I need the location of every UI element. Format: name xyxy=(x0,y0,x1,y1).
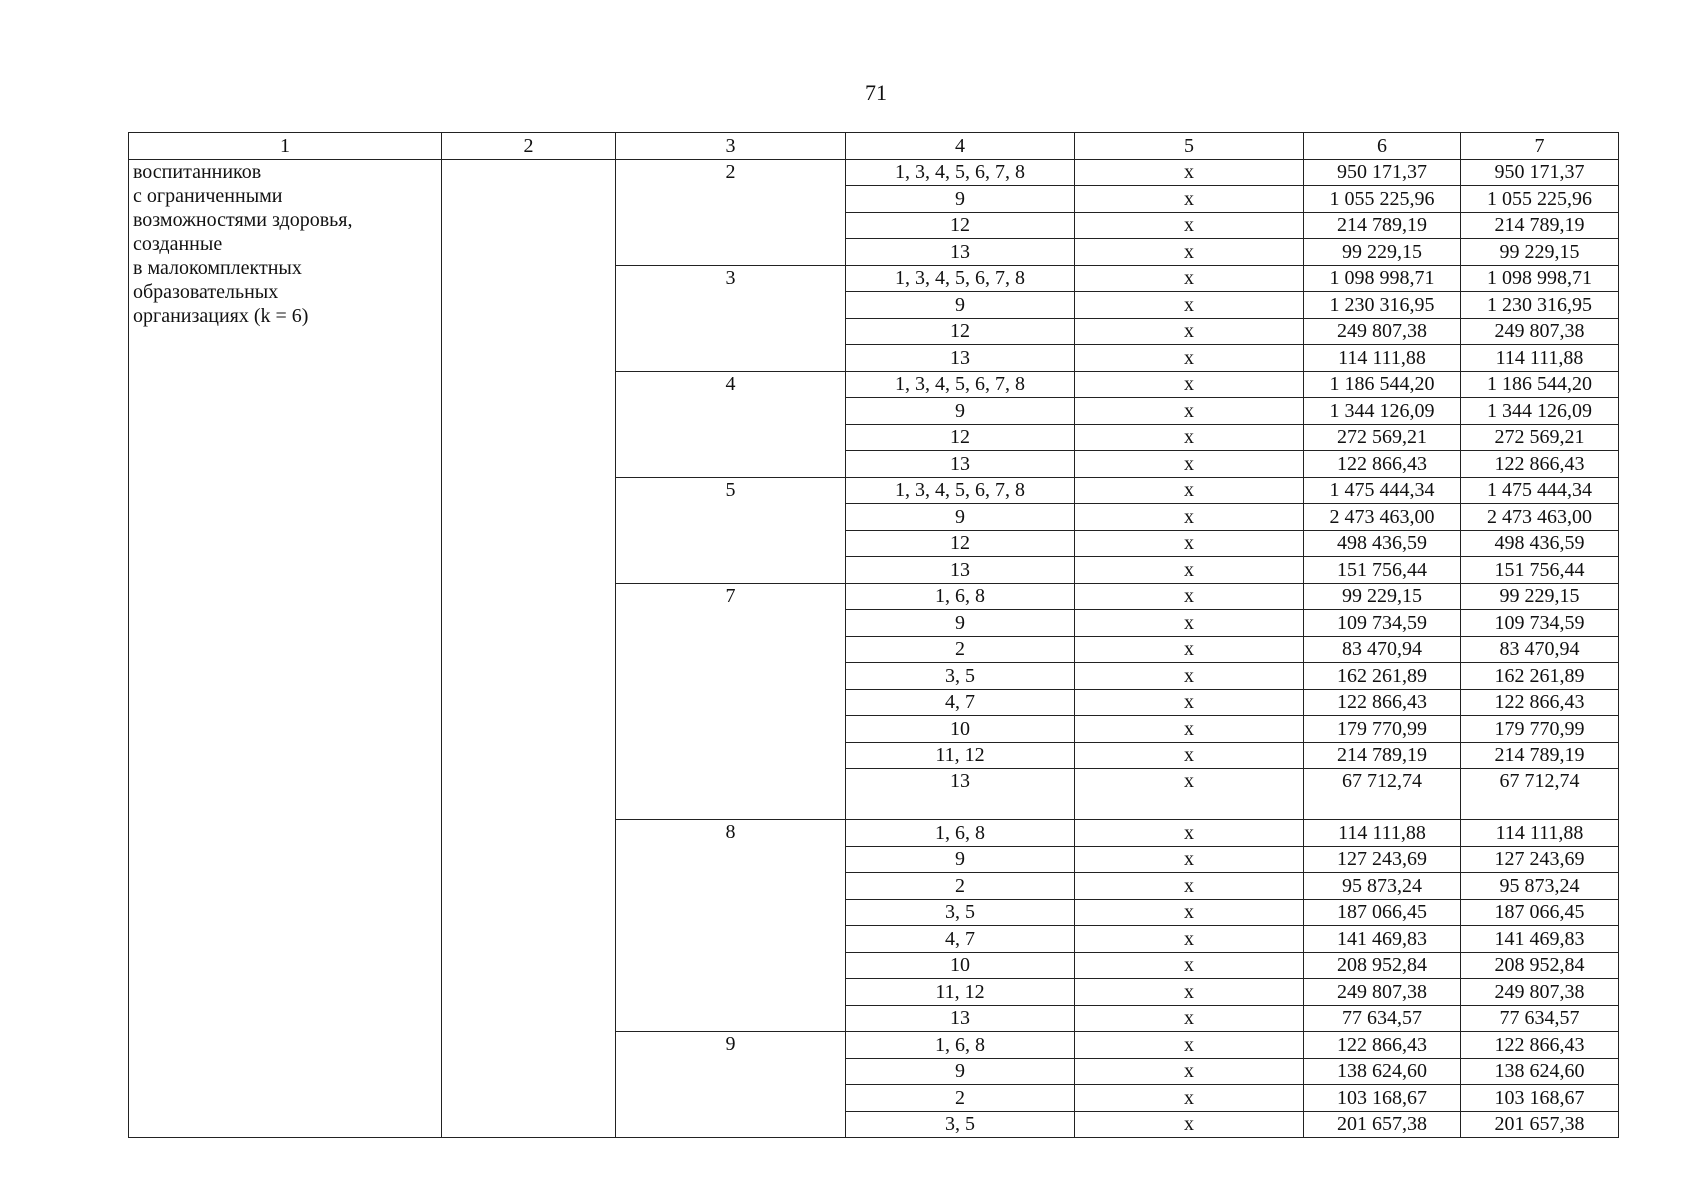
grades-cell: 13 xyxy=(846,239,1075,266)
value-cell: 67 712,74 xyxy=(1461,769,1619,820)
grades-cell: 3, 5 xyxy=(846,1111,1075,1138)
table-row xyxy=(129,159,1619,186)
value-cell: 95 873,24 xyxy=(1461,873,1619,900)
marker-cell: x xyxy=(1075,398,1304,425)
value-cell: 127 243,69 xyxy=(1304,846,1461,873)
marker-cell: x xyxy=(1075,265,1304,292)
header-cell: 7 xyxy=(1461,133,1619,160)
value-cell: 187 066,45 xyxy=(1304,899,1461,926)
category-line: воспитанников xyxy=(133,160,262,183)
value-cell: 208 952,84 xyxy=(1461,952,1619,979)
value-cell: 214 789,19 xyxy=(1461,742,1619,769)
value-cell: 179 770,99 xyxy=(1304,716,1461,743)
grades-cell: 1, 6, 8 xyxy=(846,1032,1075,1059)
header-row xyxy=(129,133,1619,160)
grades-cell: 13 xyxy=(846,1005,1075,1032)
grades-cell: 9 xyxy=(846,398,1075,425)
value-cell: 249 807,38 xyxy=(1304,979,1461,1006)
marker-cell: x xyxy=(1075,716,1304,743)
value-cell: 162 261,89 xyxy=(1461,663,1619,690)
group-cell: 7 xyxy=(616,583,846,820)
category-line: возможностями здоровья, xyxy=(133,208,353,231)
value-cell: 1 230 316,95 xyxy=(1304,292,1461,319)
header-cell: 6 xyxy=(1304,133,1461,160)
grades-cell: 1, 3, 4, 5, 6, 7, 8 xyxy=(846,371,1075,398)
value-cell: 122 866,43 xyxy=(1461,689,1619,716)
grades-cell: 9 xyxy=(846,1058,1075,1085)
value-cell: 122 866,43 xyxy=(1304,1032,1461,1059)
value-cell: 498 436,59 xyxy=(1304,530,1461,557)
value-cell: 1 055 225,96 xyxy=(1461,186,1619,213)
marker-cell: x xyxy=(1075,663,1304,690)
group-cell: 5 xyxy=(616,477,846,583)
grades-cell: 12 xyxy=(846,318,1075,345)
value-cell: 1 344 126,09 xyxy=(1461,398,1619,425)
value-cell: 2 473 463,00 xyxy=(1304,504,1461,531)
value-cell: 201 657,38 xyxy=(1461,1111,1619,1138)
value-cell: 141 469,83 xyxy=(1461,926,1619,953)
table-body xyxy=(129,159,1619,1138)
value-cell: 1 475 444,34 xyxy=(1461,477,1619,504)
grades-cell: 1, 3, 4, 5, 6, 7, 8 xyxy=(846,477,1075,504)
value-cell: 1 098 998,71 xyxy=(1304,265,1461,292)
grades-cell: 2 xyxy=(846,1085,1075,1112)
grades-cell: 9 xyxy=(846,292,1075,319)
value-cell: 249 807,38 xyxy=(1304,318,1461,345)
grades-cell: 1, 6, 8 xyxy=(846,820,1075,847)
grades-cell: 3, 5 xyxy=(846,663,1075,690)
value-cell: 114 111,88 xyxy=(1304,820,1461,847)
value-cell: 109 734,59 xyxy=(1304,610,1461,637)
value-cell: 1 098 998,71 xyxy=(1461,265,1619,292)
marker-cell: x xyxy=(1075,769,1304,820)
grades-cell: 12 xyxy=(846,530,1075,557)
grades-cell: 1, 3, 4, 5, 6, 7, 8 xyxy=(846,159,1075,186)
value-cell: 103 168,67 xyxy=(1461,1085,1619,1112)
header-cell: 1 xyxy=(129,133,442,160)
marker-cell: x xyxy=(1075,424,1304,451)
header-cell: 2 xyxy=(442,133,616,160)
grades-cell: 9 xyxy=(846,610,1075,637)
value-cell: 214 789,19 xyxy=(1461,212,1619,239)
category-line: организациях (k = 6) xyxy=(133,304,309,327)
grades-cell: 4, 7 xyxy=(846,689,1075,716)
grades-cell: 13 xyxy=(846,557,1075,584)
marker-cell: x xyxy=(1075,318,1304,345)
value-cell: 208 952,84 xyxy=(1304,952,1461,979)
value-cell: 201 657,38 xyxy=(1304,1111,1461,1138)
grades-cell: 12 xyxy=(846,212,1075,239)
marker-cell: x xyxy=(1075,186,1304,213)
grades-cell: 1, 3, 4, 5, 6, 7, 8 xyxy=(846,265,1075,292)
grades-cell: 12 xyxy=(846,424,1075,451)
marker-cell: x xyxy=(1075,159,1304,186)
header-cell: 4 xyxy=(846,133,1075,160)
group-cell: 9 xyxy=(616,1032,846,1138)
value-cell: 114 111,88 xyxy=(1304,345,1461,372)
marker-cell: x xyxy=(1075,979,1304,1006)
marker-cell: x xyxy=(1075,873,1304,900)
marker-cell: x xyxy=(1075,952,1304,979)
marker-cell: x xyxy=(1075,820,1304,847)
category-line: созданные xyxy=(133,232,223,255)
category-line: образовательных xyxy=(133,280,279,303)
group-cell: 8 xyxy=(616,820,846,1032)
value-cell: 109 734,59 xyxy=(1461,610,1619,637)
value-cell: 67 712,74 xyxy=(1304,769,1461,820)
marker-cell: x xyxy=(1075,1085,1304,1112)
value-cell: 77 634,57 xyxy=(1461,1005,1619,1032)
grades-cell: 13 xyxy=(846,451,1075,478)
grades-cell: 2 xyxy=(846,636,1075,663)
marker-cell: x xyxy=(1075,239,1304,266)
value-cell: 151 756,44 xyxy=(1461,557,1619,584)
value-cell: 1 475 444,34 xyxy=(1304,477,1461,504)
group-cell: 3 xyxy=(616,265,846,371)
value-cell: 83 470,94 xyxy=(1304,636,1461,663)
marker-cell: x xyxy=(1075,1111,1304,1138)
value-cell: 950 171,37 xyxy=(1304,159,1461,186)
value-cell: 498 436,59 xyxy=(1461,530,1619,557)
grades-cell: 4, 7 xyxy=(846,926,1075,953)
value-cell: 122 866,43 xyxy=(1304,451,1461,478)
category-line: в малокомплектных xyxy=(133,256,302,279)
grades-cell: 11, 12 xyxy=(846,979,1075,1006)
grades-cell: 10 xyxy=(846,952,1075,979)
grades-cell: 9 xyxy=(846,186,1075,213)
value-cell: 77 634,57 xyxy=(1304,1005,1461,1032)
marker-cell: x xyxy=(1075,477,1304,504)
marker-cell: x xyxy=(1075,1005,1304,1032)
grades-cell: 3, 5 xyxy=(846,899,1075,926)
value-cell: 214 789,19 xyxy=(1304,742,1461,769)
grades-cell: 9 xyxy=(846,846,1075,873)
value-cell: 103 168,67 xyxy=(1304,1085,1461,1112)
marker-cell: x xyxy=(1075,899,1304,926)
marker-cell: x xyxy=(1075,557,1304,584)
header-cell: 5 xyxy=(1075,133,1304,160)
value-cell: 138 624,60 xyxy=(1461,1058,1619,1085)
category-cell xyxy=(129,159,442,1138)
marker-cell: x xyxy=(1075,212,1304,239)
value-cell: 99 229,15 xyxy=(1461,239,1619,266)
value-cell: 83 470,94 xyxy=(1461,636,1619,663)
grades-cell: 10 xyxy=(846,716,1075,743)
value-cell: 1 186 544,20 xyxy=(1304,371,1461,398)
grades-cell: 2 xyxy=(846,873,1075,900)
marker-cell: x xyxy=(1075,689,1304,716)
marker-cell: x xyxy=(1075,504,1304,531)
value-cell: 151 756,44 xyxy=(1304,557,1461,584)
tariff-table xyxy=(128,132,1619,1138)
page-number: 71 xyxy=(865,80,887,105)
marker-cell: x xyxy=(1075,583,1304,610)
marker-cell: x xyxy=(1075,926,1304,953)
marker-cell: x xyxy=(1075,292,1304,319)
grades-cell: 13 xyxy=(846,345,1075,372)
value-cell: 138 624,60 xyxy=(1304,1058,1461,1085)
value-cell: 122 866,43 xyxy=(1461,1032,1619,1059)
value-cell: 179 770,99 xyxy=(1461,716,1619,743)
value-cell: 272 569,21 xyxy=(1461,424,1619,451)
value-cell: 99 229,15 xyxy=(1304,583,1461,610)
group-cell: 2 xyxy=(616,159,846,265)
marker-cell: x xyxy=(1075,371,1304,398)
grades-cell: 13 xyxy=(846,769,1075,820)
value-cell: 99 229,15 xyxy=(1461,583,1619,610)
column-2-cell xyxy=(442,159,616,1138)
grades-cell: 9 xyxy=(846,504,1075,531)
marker-cell: x xyxy=(1075,610,1304,637)
value-cell: 249 807,38 xyxy=(1461,979,1619,1006)
value-cell: 122 866,43 xyxy=(1461,451,1619,478)
value-cell: 114 111,88 xyxy=(1461,820,1619,847)
category-line: с ограниченными xyxy=(133,184,283,207)
marker-cell: x xyxy=(1075,451,1304,478)
value-cell: 1 186 544,20 xyxy=(1461,371,1619,398)
value-cell: 187 066,45 xyxy=(1461,899,1619,926)
grades-cell: 1, 6, 8 xyxy=(846,583,1075,610)
marker-cell: x xyxy=(1075,636,1304,663)
marker-cell: x xyxy=(1075,530,1304,557)
value-cell: 95 873,24 xyxy=(1304,873,1461,900)
value-cell: 162 261,89 xyxy=(1304,663,1461,690)
marker-cell: x xyxy=(1075,345,1304,372)
value-cell: 99 229,15 xyxy=(1304,239,1461,266)
value-cell: 2 473 463,00 xyxy=(1461,504,1619,531)
value-cell: 272 569,21 xyxy=(1304,424,1461,451)
header-cell: 3 xyxy=(616,133,846,160)
value-cell: 249 807,38 xyxy=(1461,318,1619,345)
marker-cell: x xyxy=(1075,1058,1304,1085)
value-cell: 950 171,37 xyxy=(1461,159,1619,186)
value-cell: 127 243,69 xyxy=(1461,846,1619,873)
marker-cell: x xyxy=(1075,742,1304,769)
value-cell: 122 866,43 xyxy=(1304,689,1461,716)
value-cell: 1 230 316,95 xyxy=(1461,292,1619,319)
group-cell: 4 xyxy=(616,371,846,477)
grades-cell: 11, 12 xyxy=(846,742,1075,769)
value-cell: 141 469,83 xyxy=(1304,926,1461,953)
value-cell: 214 789,19 xyxy=(1304,212,1461,239)
marker-cell: x xyxy=(1075,1032,1304,1059)
value-cell: 1 055 225,96 xyxy=(1304,186,1461,213)
value-cell: 114 111,88 xyxy=(1461,345,1619,372)
value-cell: 1 344 126,09 xyxy=(1304,398,1461,425)
marker-cell: x xyxy=(1075,846,1304,873)
